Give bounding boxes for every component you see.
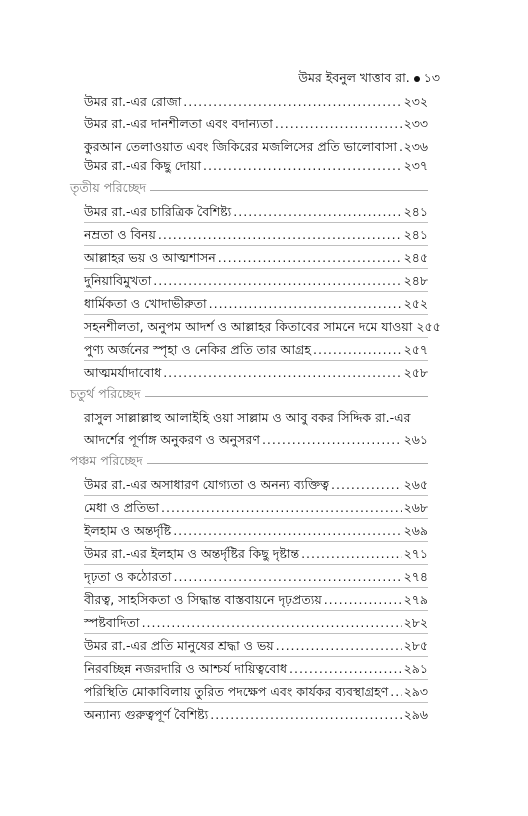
leader-dots: [262, 432, 402, 447]
toc-entry: [84, 94, 428, 112]
page-number: ১৩: [423, 70, 440, 85]
toc-entry: [84, 204, 428, 223]
leader-dots: [173, 523, 401, 538]
toc-entry: [84, 342, 428, 361]
toc-entry: [84, 116, 428, 134]
section-rule: [147, 463, 428, 464]
toc-entry-title: উমর রা.-এর অসাধারণ যোগ্যতা ও অনন্য ব্যক্তিত্ব: [84, 477, 330, 492]
toc-entry-page: ২৫৫: [416, 319, 441, 334]
leader-dots: [275, 116, 402, 131]
leader-dots: [161, 500, 402, 515]
leader-dots: [209, 296, 402, 311]
leader-dots: [399, 139, 402, 154]
leader-dots: [158, 227, 402, 242]
toc-entry-page: ২৭৯: [403, 592, 428, 607]
toc-entry: [84, 296, 428, 315]
toc-entry-title: উমর রা.-এর প্রতি মানুষের শ্রদ্ধা ও ভয়: [84, 638, 274, 653]
leader-dots: [324, 592, 402, 607]
toc-entry-page: ২৭১: [403, 546, 428, 561]
toc-entry-page: ২৫৮: [403, 365, 428, 380]
toc-entry-title: ধার্মিকতা ও খোদাভীরুতা: [84, 296, 207, 311]
toc-entry: [84, 638, 428, 657]
toc-entry-page: ২৮৫: [403, 638, 428, 653]
section-heading-fourth: [70, 387, 428, 405]
section-heading-label: পঞ্চম পরিচ্ছেদ: [70, 453, 143, 468]
toc-entry-title: নম্রতা ও বিনয়: [84, 227, 156, 242]
leader-dots: [390, 684, 401, 699]
leader-dots: [210, 707, 401, 722]
toc-entry: [84, 569, 428, 588]
toc-entry-title: উমর রা.-এর দানশীলতা এবং বদান্যতা: [84, 116, 273, 131]
toc-entry-page: ২৩৬: [403, 139, 428, 154]
toc-entry: [84, 615, 428, 634]
toc-entry-title: নিরবচ্ছিন্ন নজরদারি ও আশ্চর্য দায়িত্ববোধ: [84, 661, 288, 676]
toc-entry-page: ২৩২: [403, 94, 428, 109]
toc-entry: [84, 500, 428, 519]
leader-dots: [289, 661, 402, 676]
toc-entry-page: ২৩৩: [403, 116, 428, 131]
section-heading-fifth: [70, 454, 428, 472]
toc-entry-title: উমর রা.-এর ইলহাম ও অন্তর্দৃষ্টির কিছু দৃষ্টান্ত: [84, 546, 300, 561]
toc-entry-title: পরিস্থিতি মোকাবিলায় তুরিত পদক্ষেপ এবং কার্যকর ব্যবস্থাগ্রহণ: [84, 684, 389, 699]
toc-entry-page: ২৫২: [403, 296, 428, 311]
toc-entry-page: ২৬৮: [403, 500, 428, 515]
toc-entry-page: ২৩৭: [403, 158, 428, 173]
leader-dots: [163, 365, 401, 380]
toc-entry-title: কুরআন তেলাওয়াত এবং জিকিরের মজলিসের প্রতি ভালোবাসা: [84, 139, 397, 154]
section-heading-label: তৃতীয় পরিচ্ছেদ: [70, 180, 147, 195]
toc-entry-title: উমর রা.-এর কিছু দোয়া: [84, 158, 201, 173]
leader-dots: [203, 158, 402, 173]
toc-entry-title: আল্লাহর ভয় ও আত্মশাসন: [84, 250, 216, 265]
toc-entry-page: ২৭৪: [403, 569, 428, 584]
toc-entry-title: দুনিয়াবিমুখতা: [84, 273, 152, 288]
running-head-title: উমর ইবনুল খাত্তাব রা.: [298, 70, 410, 85]
toc-entry-title: দৃঢ়তা ও কঠোরতা: [84, 569, 172, 584]
leader-dots: [276, 638, 402, 653]
toc-entry: [84, 684, 428, 703]
toc-entry-page: ২৫৭: [403, 342, 428, 357]
toc-entry-title: বীরত্ব, সাহসিকতা ও সিদ্ধান্ত বাস্তবায়নে দৃঢ়প্রত্যয়: [84, 592, 322, 607]
leader-dots: [218, 250, 402, 265]
toc-entry-title: পুণ্য অর্জনের স্পৃহা ও নেকির প্রতি তার আগ্রহ: [84, 342, 311, 357]
running-head: [298, 70, 440, 90]
toc-entry: [84, 592, 428, 611]
toc-entry: [84, 273, 428, 292]
leader-dots: [173, 569, 401, 584]
section-rule: [145, 396, 428, 397]
toc-entry: [84, 661, 428, 680]
toc-entry-page: ২৪১: [403, 227, 428, 242]
toc-entry-title: ইলহাম ও অন্তর্দৃষ্টি: [84, 523, 172, 538]
toc-entry: [84, 365, 428, 383]
toc-entry: [84, 432, 428, 450]
toc-entry-line: রাসুল সাল্লাল্লাহু আলাইহি ওয়া সাল্লাম ও আবু বকর সিদ্দিক রা.-এর: [84, 410, 411, 425]
toc-entry-page: ২৪১: [403, 204, 428, 219]
toc-entry-page: ২৯১: [403, 661, 428, 676]
toc-entry-title: উমর রা.-এর রোজা: [84, 94, 182, 109]
leader-dots: [142, 615, 402, 630]
toc-entry-page: ২৪৫: [403, 250, 428, 265]
toc-entry-title: অন্যান্য গুরুত্বপূর্ণ বৈশিষ্ট্য: [84, 707, 209, 722]
toc-entry-title: আত্মমর্যাদাবোধ: [84, 365, 162, 380]
leader-dots: [153, 273, 401, 288]
toc-entry: [84, 546, 428, 565]
toc-entry-title: স্পষ্টবাদিতা: [84, 615, 140, 630]
leader-dots: [183, 94, 401, 109]
section-heading-third: [70, 181, 428, 199]
leader-dots: [301, 546, 402, 561]
toc-entry-page: ২৮২: [403, 615, 428, 630]
toc-entry-page: ২৬১: [403, 432, 428, 447]
toc-entry: [84, 477, 428, 496]
toc-entry-title: মেধা ও প্রতিভা: [84, 500, 160, 515]
toc-entry-page: ২৪৮: [403, 273, 428, 288]
toc-entry-title: উমর রা.-এর চারিত্রিক বৈশিষ্ট্য: [84, 204, 232, 219]
toc-entry: [84, 227, 428, 246]
bullet-dot-icon: [414, 76, 420, 82]
leader-dots: [313, 342, 402, 357]
section-heading-label: চতুর্থ পরিচ্ছেদ: [70, 386, 141, 401]
toc-entry: [84, 707, 428, 725]
toc-entry: [84, 158, 428, 176]
toc-entry-title: আদর্শের পূর্ণাঙ্গ অনুকরণ ও অনুসরণ: [84, 432, 260, 447]
toc-entry: [84, 250, 428, 269]
section-rule: [150, 190, 428, 191]
leader-dots: [331, 477, 402, 492]
toc-entry-title: সহনশীলতা, অনুপম আদর্শ ও আল্লাহর কিতাবের সামনে দমে যাওয়া: [84, 319, 413, 334]
toc-entry: [84, 523, 428, 542]
leader-dots: [233, 204, 401, 219]
toc-entry-page: ২৬৫: [403, 477, 428, 492]
toc-entry-page: ২৬৯: [403, 523, 428, 538]
toc-entry: [84, 139, 428, 157]
toc-entry-page: ২৯৩: [403, 684, 428, 699]
toc-entry-page: ২৯৬: [403, 707, 428, 722]
toc-entry: [84, 319, 441, 338]
